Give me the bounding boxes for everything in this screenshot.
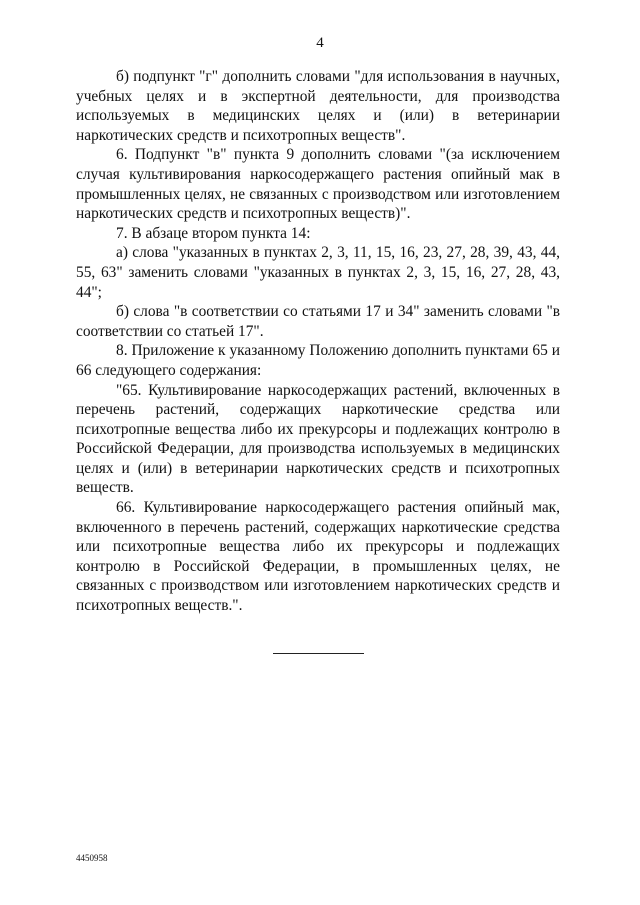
paragraph-point-66: 66. Культивирование наркосодержащего растения опийный мак, включенного в перечень растений, содержащих наркотические средства или психотропные вещества либо их прекурсоры и подлежащих контролю в Российской Федерации, в промышленных целях, не связанных с производством или изготовлением наркотических средств и психотропных веществ.". [76,499,560,615]
paragraph-point-65: "65. Культивирование наркосодержащих растений, включенных в перечень растений, содержащих наркотические средства или психотропные вещества либо их прекурсоры и подлежащих контролю в Российской Федерации, для производства используемых в медицинских целях и (или) в ветеринарии наркотических средств и психотропных веществ. [76,381,560,497]
end-divider [273,653,364,654]
document-body [76,67,560,616]
paragraph-subitem-b-g: б) подпункт "г" дополнить словами "для использования в научных, учебных целях и в экспертной деятельности, для производства используемых в медицинских целях и (или) в ветеринарии наркотических средств и психотропных веществ". [76,68,560,144]
paragraph-item-7-a: а) слова "указанных в пунктах 2, 3, 11, 15, 16, 23, 27, 28, 39, 43, 44, 55, 63" заменить словами "указанных в пунктах 2, 3, 15, 16, 27, 28, 43, 44"; [76,244,560,301]
document-id: 4450958 [76,853,108,863]
paragraph-item-7: 7. В абзаце втором пункта 14: [116,224,311,242]
paragraph-item-8: 8. Приложение к указанному Положению дополнить пунктами 65 и 66 следующего содержания: [76,342,560,379]
paragraph-item-6: 6. Подпункт "в" пункта 9 дополнить словами "(за исключением случая культивирования наркосодержащего растения опийный мак в промышленных целях, не связанных с производством или изготовлением наркотических средств и психотропных веществ)". [76,146,560,223]
paragraph-item-7-b: б) слова "в соответствии со статьями 17 и 34" заменить словами "в соответствии со статьей 17". [76,303,560,340]
page-number: 4 [316,35,324,51]
